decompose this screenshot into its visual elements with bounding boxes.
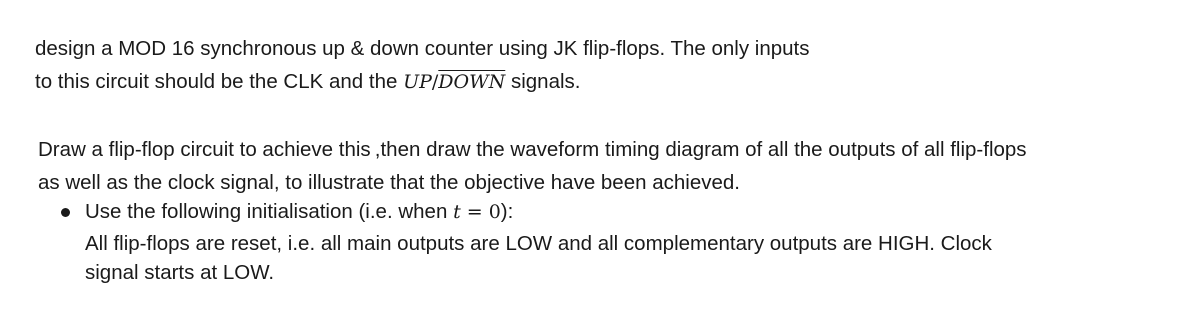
equals-zero-math: = 0 bbox=[460, 201, 501, 223]
paragraph-1-line-2-end: signals. bbox=[505, 70, 581, 93]
slash-math: / bbox=[431, 71, 439, 93]
paragraph-2-line-1 bbox=[38, 137, 1027, 163]
bullet-line-3-text: signal starts at LOW. bbox=[85, 261, 275, 284]
bullet-line-3 bbox=[85, 260, 274, 286]
paragraph-2-line-2-text: as well as the clock signal, to illustrate that the objective have been achieved. bbox=[38, 171, 740, 194]
paragraph-2-line-2 bbox=[38, 170, 740, 196]
time-variable-math: t bbox=[453, 201, 461, 223]
paragraph-1-line-2-text: to this circuit should be the CLK and the bbox=[35, 70, 404, 93]
up-signal-math: UP bbox=[403, 71, 432, 93]
paragraph-2-line-1-text: Draw a flip-flop circuit to achieve this ,then draw the waveform timing diagram of all the outputs of all flip-flops bbox=[38, 138, 1027, 161]
paragraph-1-line-1-text: design a MOD 16 synchronous up & down counter using JK flip-flops. The only inputs bbox=[35, 37, 810, 60]
paragraph-1-line-1 bbox=[35, 36, 810, 62]
bullet-line-2-text: All flip-flops are reset, i.e. all main outputs are LOW and all complementary outputs are HIGH. Clock bbox=[85, 232, 992, 255]
bullet-line-1 bbox=[85, 199, 513, 225]
bullet-line-1-text: Use the following initialisation (i.e. when bbox=[85, 200, 454, 223]
paragraph-1-line-2 bbox=[35, 69, 580, 95]
bullet-point bbox=[61, 208, 70, 217]
down-signal-math: DOWN bbox=[438, 71, 506, 93]
bullet-line-1-end: ): bbox=[500, 200, 514, 223]
bullet-line-2 bbox=[85, 231, 992, 257]
